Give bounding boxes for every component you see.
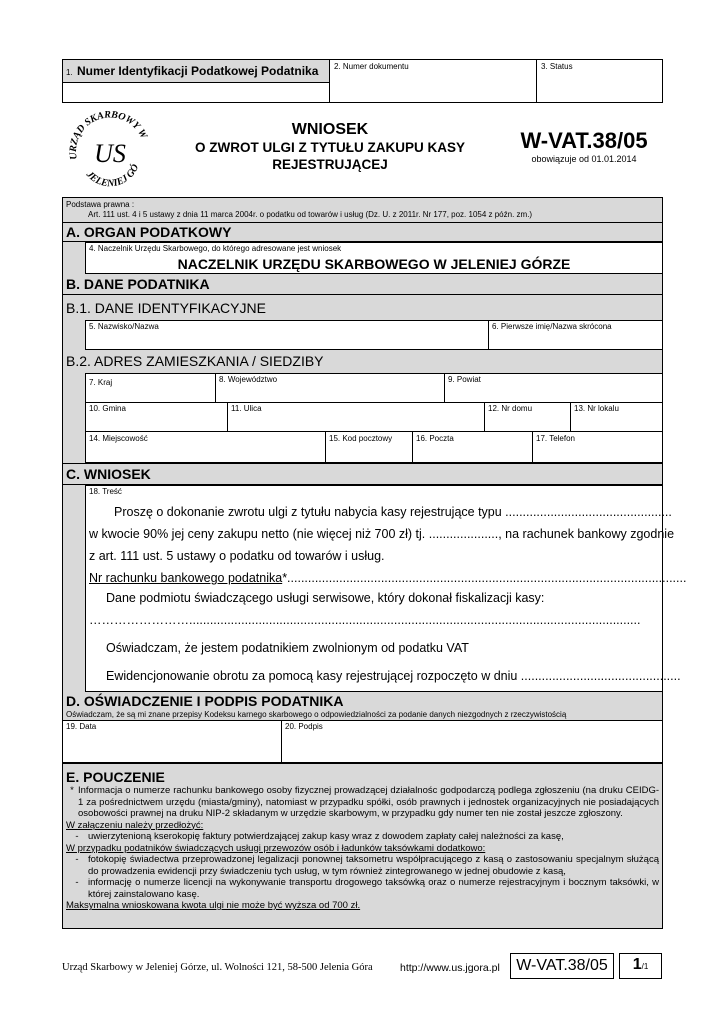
bank-account-label: Nr rachunku bankowego podatnika [89, 571, 283, 585]
request-line5: Dane podmiotu świadczącego usługi serwisowe, który dokonał fiskalizacji kasy: [106, 591, 545, 605]
request-line4 [89, 570, 686, 586]
form-code: W-VAT.38/05 [520, 128, 648, 153]
taxi-item-2-text: informację o numerze licencji na wykonywanie transportu drogowego taksówką oraz o numerze rejestracyjnym i bocznym taksówki, w której zainstalowano kasę. [88, 877, 659, 900]
footer-address: Urząd Skarbowy w Jeleniej Górze, ul. Wolności 121, 58-500 Jelenia Góra [62, 962, 373, 973]
tax-office-value: NACZELNIK URZĘDU SKARBOWEGO W JELENIEJ GÓRZE [177, 256, 571, 272]
house-number-label: 12. Nr domu [488, 404, 533, 413]
tax-office-label: 4. Naczelnik Urzędu Skarbowego, do którego adresowane jest wniosek [89, 244, 342, 253]
taxi-item-1-dash: - [75, 854, 79, 865]
surname-field[interactable] [85, 320, 489, 350]
voivodeship-field[interactable] [215, 373, 445, 403]
section-d-title: D. OŚWIADCZENIE I PODPIS PODATNIKA [66, 693, 344, 709]
post-office-label: 16. Poczta [416, 434, 454, 443]
signature-field[interactable] [281, 720, 662, 763]
nip-label: Numer Identyfikacji Podatkowej Podatnika [77, 64, 319, 78]
max-amount-note: Maksymalna wnioskowana kwota ulgi nie może być wyższa od 700 zł. [66, 900, 361, 911]
nip-label-cell [62, 59, 330, 83]
attachment-dash: - [75, 831, 79, 842]
date-field[interactable] [63, 720, 282, 763]
city-field[interactable] [85, 431, 326, 463]
first-name-field[interactable] [488, 320, 662, 350]
form-subtitle-line2: REJESTRUJĄCEJ [272, 157, 388, 172]
status-field[interactable] [536, 59, 663, 103]
request-content-field[interactable] [85, 485, 687, 692]
first-name-label: 6. Pierwsze imię/Nazwa skrócona [492, 322, 612, 331]
section-a-title: A. ORGAN PODATKOWY [63, 222, 662, 242]
taxi-item-1 [66, 854, 659, 877]
footer-form-code [510, 953, 614, 979]
tax-office-field[interactable] [85, 242, 662, 274]
country-field[interactable] [85, 373, 216, 403]
bank-account-note [66, 785, 659, 820]
note-star: * [70, 785, 74, 796]
taxi-heading: W przypadku podatników świadczących usługi przewozów osób i ładunków taksówkami dodatkowo: [66, 842, 486, 854]
request-content-label: 18. Treść [89, 487, 122, 496]
document-number-field[interactable] [329, 59, 537, 103]
taxi-item-2-dash: - [75, 877, 79, 888]
taxi-item-1-text: fotokopię świadectwa przeprowadzonej legalizacji ponownej taksometru współpracującego z kasą o zastosowaniu specjalnym służącą do prowadzenia ewidencji przy świadczeniu tych usług, w tym również zintegrowanego w jednej obudowie z kasą, [88, 854, 659, 877]
page-total: /1 [641, 962, 649, 971]
section-e-title: E. POUCZENIE [63, 763, 662, 785]
house-number-field[interactable] [484, 402, 571, 432]
bank-account-dots: *................................................................................................................... [282, 571, 687, 585]
document-number-label: 2. Numer dokumentu [334, 62, 409, 71]
street-field[interactable] [227, 402, 485, 432]
form-title: WNIOSEK [291, 121, 369, 138]
footer-url[interactable]: http://www.us.jgora.pl [400, 962, 500, 974]
form-valid-date: obowiązuje od 01.01.2014 [531, 154, 637, 164]
request-line8: Ewidencjonowanie obrotu za pomocą kasy rejestrującej rozpoczęto w dniu .............................................. [106, 669, 681, 683]
postal-code-label: 15. Kod pocztowy [329, 434, 393, 443]
section-d-header [63, 692, 662, 721]
legal-basis-label: Podstawa prawna : [66, 200, 135, 209]
municipality-field[interactable] [85, 402, 228, 432]
tax-office-seal [60, 105, 160, 200]
country-label: 7. Kraj [89, 378, 113, 387]
apartment-number-label: 13. Nr lokalu [574, 404, 619, 413]
legal-basis [63, 198, 662, 222]
status-label: 3. Status [541, 62, 573, 71]
note-text: Informacja o numerze rachunku bankowego osoby fizycznej prowadzącej działalnośc godpodarczą podlega zgłoszeniu (na druku CEIDG-1 za pośrednictwem urzędu (miasta/gminy), natomiast w przypadku spółki, osób prawnych i jednostek organizacyjnych nie posiadających osobowości prawnej na druku NIP-2 składanym w urzędzie skarbowym, w przypadku gdy numer ten nie został jeszcze zgłoszony. [78, 785, 659, 819]
footer-page-number [619, 953, 662, 979]
phone-label: 17. Telefon [536, 434, 575, 443]
svg-text:URZĄD SKARBOWY W: URZĄD SKARBOWY W [67, 109, 149, 161]
attachment-text: uwierzytenioną kserokopię faktury potwierdzającej zakup kasy wraz z dowodem zapłaty całej należności za kasę, [88, 831, 564, 842]
request-line2: w kwocie 90% jej ceny zakupu netto (nie więcej niż 700 zł) tj. ...................., na rachunek bankowy zgodnie [89, 527, 675, 541]
nip-field-number: 1. [66, 68, 73, 77]
nip-input[interactable] [62, 82, 330, 103]
svg-text:JELENIEJ GÓRZE: JELENIEJ GÓ [83, 162, 142, 190]
county-label: 9. Powiat [448, 375, 481, 384]
taxi-item-2 [66, 877, 659, 900]
county-field[interactable] [444, 373, 662, 403]
date-label: 19. Data [66, 722, 97, 731]
seal-initials: US [94, 139, 126, 168]
legal-basis-text: Art. 111 ust. 4 i 5 ustawy z dnia 11 marca 2004r. o podatku od towarów i usług (Dz. U. z 2011r. Nr 177, poz. 1054 z późn. zm.) [88, 210, 533, 219]
section-d-statement: Oświadczam, że są mi znane przepisy Kodeksu karnego skarbowego o odpowiedzialności za podanie danych niezgodnych z rzeczywistością [66, 710, 567, 719]
request-line7: Oświadczam, że jestem podatnikiem zwolnionym od podatku VAT [106, 641, 469, 655]
surname-label: 5. Nazwisko/Nazwa [89, 322, 159, 331]
section-c-title: C. WNIOSEK [63, 463, 662, 485]
post-office-field[interactable] [412, 431, 533, 463]
municipality-label: 10. Gmina [89, 404, 126, 413]
request-line6: …………………….................................................................................................................................. [89, 613, 641, 627]
attachment-item [66, 831, 659, 843]
city-label: 14. Miejscowość [89, 434, 148, 443]
request-line1: Proszę o dokonanie zwrotu ulgi z tytułu nabycia kasy rejestrujące typu ................................................ [114, 505, 672, 519]
voivodeship-label: 8. Województwo [219, 375, 278, 384]
phone-field[interactable] [532, 431, 662, 463]
request-line3: z art. 111 ust. 5 ustawy o podatku od towarów i usług. [89, 549, 385, 563]
apartment-number-field[interactable] [570, 402, 662, 432]
attachments-heading: W załączeniu należy przedłożyć: [66, 819, 204, 831]
street-label: 11. Ulica [231, 404, 262, 413]
page-current: 1 [632, 956, 642, 973]
postal-code-field[interactable] [325, 431, 413, 463]
section-b1-title: B.1. DANE IDENTYFIKACYJNE [63, 295, 662, 320]
section-b2-title: B.2. ADRES ZAMIESZKANIA / SIEDZIBY [63, 350, 662, 373]
section-e-content [63, 785, 662, 928]
footer-form-code-text: W-VAT.38/05 [516, 957, 608, 974]
section-b-title: B. DANE PODATNIKA [63, 274, 662, 295]
signature-label: 20. Podpis [285, 722, 323, 731]
form-subtitle-line1: O ZWROT ULGI Z TYTUŁU ZAKUPU KASY [195, 140, 465, 155]
